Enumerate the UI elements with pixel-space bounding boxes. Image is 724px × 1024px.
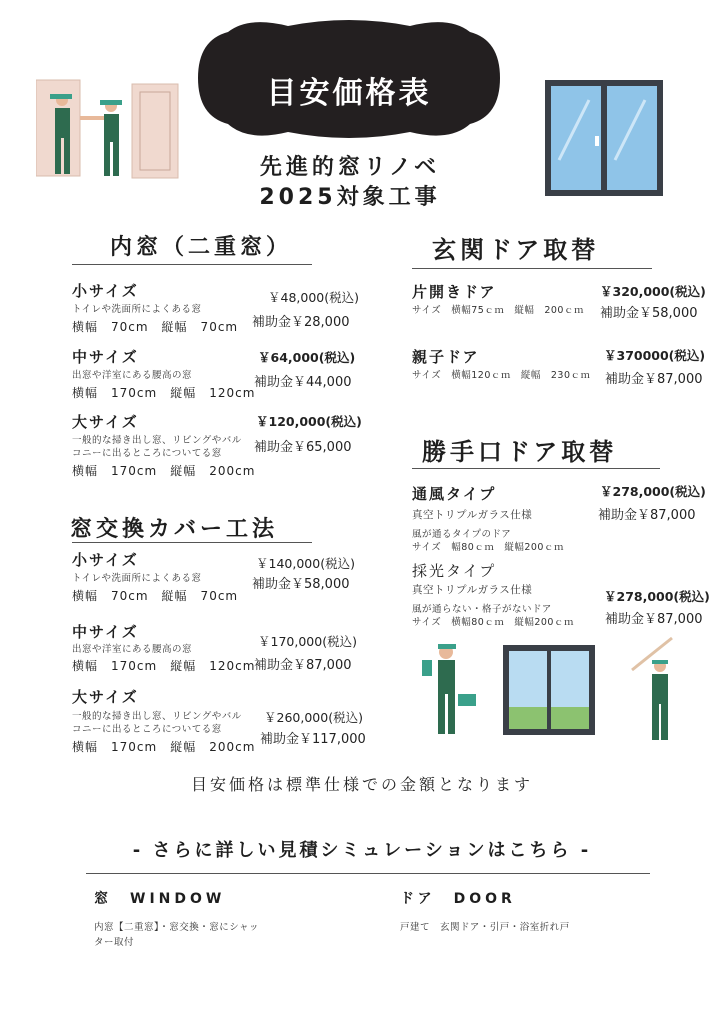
item-name: 大サイズ xyxy=(72,413,139,431)
item-subsidy: 補助金￥65,000 xyxy=(254,440,352,455)
item-subsidy: 補助金￥28,000 xyxy=(252,315,350,330)
item-description: 一般的な掃き出し窓、リビングやバル xyxy=(72,711,242,722)
item-dimensions: サイズ 横幅120ｃｍ 縦幅 230ｃｍ xyxy=(412,370,591,381)
item-description: 出窓や洋室にある腰高の窓 xyxy=(72,370,193,381)
item-price: ￥278,000(税込) xyxy=(600,484,706,499)
worker-with-drill-illustration xyxy=(416,638,480,742)
item-dimensions: 横幅 170cm 縦幅 120cm xyxy=(72,659,256,673)
item-name: 採光タイプ xyxy=(412,562,497,580)
entrance-door-divider xyxy=(412,268,652,269)
item-subsidy: 補助金￥87,000 xyxy=(605,372,703,387)
item-description: コニーに出るところについてる窓 xyxy=(72,448,222,459)
item-name: 大サイズ xyxy=(72,688,139,706)
workers-carrying-door-illustration xyxy=(36,74,186,190)
item-description: コニーに出るところについてる窓 xyxy=(72,724,222,735)
door-simulation-link[interactable] xyxy=(400,888,570,935)
item-description: 一般的な掃き出し窓、リビングやバル xyxy=(72,435,242,446)
item-price: ￥48,000(税込) xyxy=(268,290,359,305)
worker-with-ladder-illustration xyxy=(628,636,678,746)
subtitle-line2: 2025対象工事 xyxy=(259,185,441,210)
back-door-heading: 勝手口ドア取替 xyxy=(422,438,618,466)
item-dimensions: 横幅 70cm 縦幅 70cm xyxy=(72,320,239,334)
item-dimensions: サイズ 横幅75ｃｍ 縦幅 200ｃｍ xyxy=(412,305,584,316)
item-dimensions: サイズ 横幅80ｃｍ 縦幅200ｃｍ xyxy=(412,617,574,628)
inner-window-divider xyxy=(72,264,312,265)
item-spec: 真空トリプルガラス仕様 xyxy=(412,584,533,596)
item-subsidy: 補助金￥87,000 xyxy=(598,508,696,523)
item-description: トイレや洗面所によくある窓 xyxy=(72,573,202,584)
window-simulation-link[interactable] xyxy=(94,888,259,950)
item-spec: 真空トリプルガラス仕様 xyxy=(412,509,533,521)
item-price: ￥120,000(税込) xyxy=(256,414,362,429)
item-dimensions: 横幅 170cm 縦幅 120cm xyxy=(72,386,256,400)
item-subsidy: 補助金￥87,000 xyxy=(605,612,703,627)
item-description: 風が通るタイプのドア xyxy=(412,529,512,540)
item-name: 親子ドア xyxy=(412,348,480,366)
item-price: ￥140,000(税込) xyxy=(256,556,355,571)
door-link-description: 戸建て 玄関ドア・引戸・浴室折れ戸 xyxy=(400,922,570,933)
item-dimensions: サイズ 幅80ｃｍ 縦幅200ｃｍ xyxy=(412,542,564,553)
simulation-divider xyxy=(86,873,650,874)
item-subsidy: 補助金￥87,000 xyxy=(254,658,352,673)
inner-window-heading: 内窓（二重窓） xyxy=(110,235,293,260)
item-description: 風が通らない・格子がないドア xyxy=(412,604,552,615)
sliding-window-illustration xyxy=(545,80,663,200)
item-name: 中サイズ xyxy=(72,623,139,641)
entrance-door-heading: 玄関ドア取替 xyxy=(432,236,600,264)
item-price: ￥170,000(税込) xyxy=(258,634,357,649)
item-dimensions: 横幅 70cm 縦幅 70cm xyxy=(72,589,239,603)
subtitle-line1: 先進的窓リノベ xyxy=(259,155,441,180)
price-note: 目安価格は標準仕様での金額となります xyxy=(190,775,533,794)
item-price: ￥260,000(税込) xyxy=(264,710,363,725)
window-link-description: ター取付 xyxy=(94,937,135,948)
item-description: 出窓や洋室にある腰高の窓 xyxy=(72,644,193,655)
window-link-description: 内窓【二重窓】・窓交換・窓にシャッ xyxy=(94,922,260,933)
cover-method-divider xyxy=(72,542,312,543)
item-name: 片開きドア xyxy=(412,283,497,301)
item-price: ￥320,000(税込) xyxy=(600,284,706,299)
window-link-title: 窓 WINDOW xyxy=(94,891,226,907)
cover-method-heading: 窓交換カバー工法 xyxy=(70,517,279,542)
item-name: 小サイズ xyxy=(72,282,139,300)
item-name: 通風タイプ xyxy=(412,485,497,503)
item-price: ￥278,000(税込) xyxy=(604,589,710,604)
page-title: 目安価格表 xyxy=(266,76,432,111)
door-link-title: ドア DOOR xyxy=(400,891,516,907)
item-subsidy: 補助金￥44,000 xyxy=(254,375,352,390)
item-dimensions: 横幅 170cm 縦幅 200cm xyxy=(72,740,256,754)
item-dimensions: 横幅 170cm 縦幅 200cm xyxy=(72,464,256,478)
item-subsidy: 補助金￥58,000 xyxy=(600,306,698,321)
back-door-divider xyxy=(412,468,660,469)
item-price: ￥370000(税込) xyxy=(604,348,706,363)
item-name: 小サイズ xyxy=(72,551,139,569)
title-badge xyxy=(188,18,510,140)
item-name: 中サイズ xyxy=(72,348,139,366)
item-subsidy: 補助金￥58,000 xyxy=(252,577,350,592)
item-description: トイレや洗面所によくある窓 xyxy=(72,304,202,315)
item-price: ￥64,000(税込) xyxy=(258,350,356,365)
simulation-heading: - さらに詳しい見積シミュレーションはこちら - xyxy=(132,840,592,861)
window-with-view-illustration xyxy=(503,645,595,739)
item-subsidy: 補助金￥117,000 xyxy=(260,732,366,747)
